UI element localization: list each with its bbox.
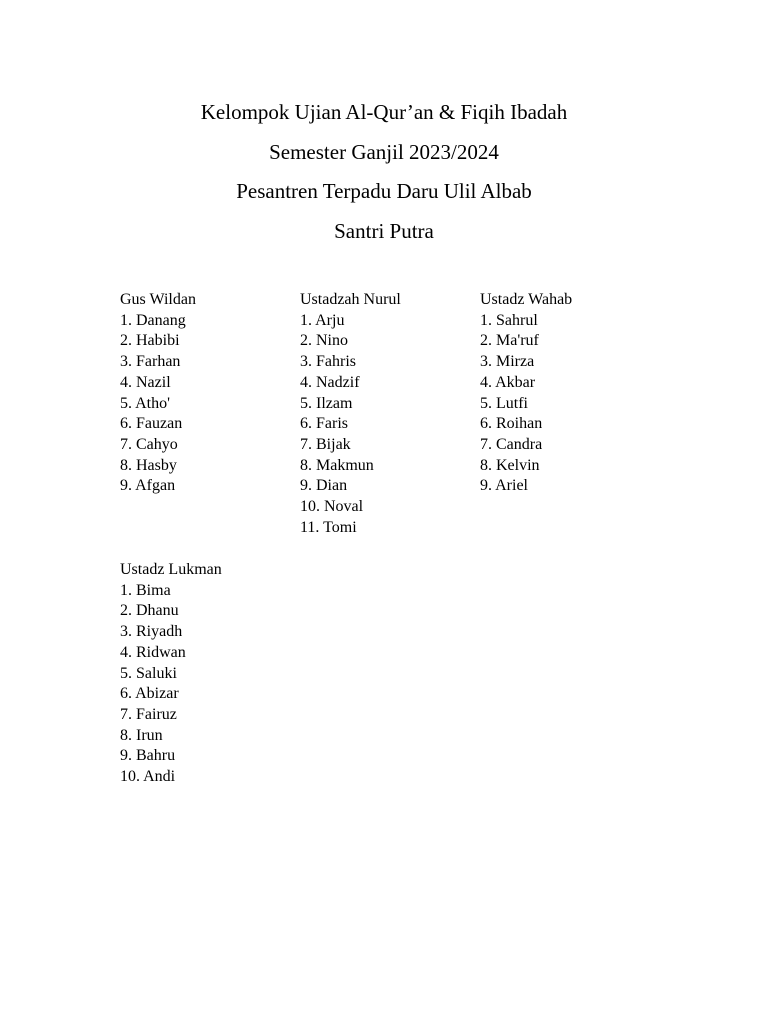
student-item: 5. Saluki bbox=[120, 664, 177, 682]
student-item: 8. Makmun bbox=[300, 456, 374, 474]
student-item: 9. Bahru bbox=[120, 747, 176, 765]
student-item: 1. Sahrul bbox=[480, 311, 538, 329]
student-item: 7. Bijak bbox=[300, 435, 351, 453]
student-item: 1. Bima bbox=[120, 581, 171, 599]
student-item: 8. Hasby bbox=[120, 456, 177, 474]
group-teacher: Gus Wildan bbox=[120, 291, 196, 308]
student-item: 7. Candra bbox=[480, 435, 543, 453]
student-item: 2. Nino bbox=[300, 332, 348, 350]
student-item: 11. Tomi bbox=[300, 518, 357, 536]
group-ustadz-lukman bbox=[120, 560, 222, 788]
student-item: 10. Noval bbox=[300, 498, 364, 516]
group-gus-wildan bbox=[120, 290, 196, 497]
student-list bbox=[120, 581, 222, 788]
student-item: 4. Akbar bbox=[480, 373, 536, 391]
student-item: 8. Kelvin bbox=[480, 456, 540, 474]
category-line: Santri Putra bbox=[334, 218, 434, 243]
student-item: 5. Lutfi bbox=[480, 394, 528, 412]
student-list bbox=[120, 311, 196, 497]
student-item: 9. Ariel bbox=[480, 477, 528, 495]
student-list bbox=[480, 311, 572, 497]
student-item: 3. Riyadh bbox=[120, 623, 183, 641]
student-item: 3. Mirza bbox=[480, 353, 535, 371]
student-item: 2. Dhanu bbox=[120, 602, 179, 620]
student-item: 6. Abizar bbox=[120, 685, 179, 703]
document-title: Kelompok Ujian Al-Qur’an & Fiqih Ibadah bbox=[200, 100, 568, 124]
student-item: 1. Arju bbox=[300, 311, 345, 329]
student-item: 6. Faris bbox=[300, 415, 348, 433]
group-teacher: Ustadz Wahab bbox=[480, 291, 573, 308]
student-item: 7. Cahyo bbox=[120, 435, 178, 453]
student-item: 10. Andi bbox=[120, 768, 176, 786]
student-item: 4. Nazil bbox=[120, 373, 171, 391]
student-item: 8. Irun bbox=[120, 726, 163, 744]
group-ustadz-wahab bbox=[480, 290, 572, 497]
student-item: 2. Ma'ruf bbox=[480, 332, 539, 350]
student-item: 9. Dian bbox=[300, 477, 348, 495]
student-item: 3. Fahris bbox=[300, 353, 356, 371]
student-item: 9. Afgan bbox=[120, 477, 176, 495]
group-teacher: Ustadzah Nurul bbox=[300, 291, 401, 308]
student-item: 3. Farhan bbox=[120, 353, 181, 371]
document-header bbox=[0, 93, 768, 251]
student-item: 4. Nadzif bbox=[300, 373, 360, 391]
student-item: 6. Roihan bbox=[480, 415, 543, 433]
student-list bbox=[300, 311, 401, 539]
institution-line: Pesantren Terpadu Daru Ulil Albab bbox=[236, 179, 532, 203]
student-item: 2. Habibi bbox=[120, 332, 180, 350]
student-item: 1. Danang bbox=[120, 311, 186, 329]
group-teacher: Ustadz Lukman bbox=[120, 561, 222, 578]
student-item: 5. Atho' bbox=[120, 394, 170, 412]
student-item: 6. Fauzan bbox=[120, 415, 183, 433]
semester-line: Semester Ganjil 2023/2024 bbox=[269, 139, 499, 164]
group-ustadzah-nurul bbox=[300, 290, 401, 538]
student-item: 5. Ilzam bbox=[300, 394, 353, 412]
student-item: 4. Ridwan bbox=[120, 643, 186, 661]
student-item: 7. Fairuz bbox=[120, 705, 177, 723]
